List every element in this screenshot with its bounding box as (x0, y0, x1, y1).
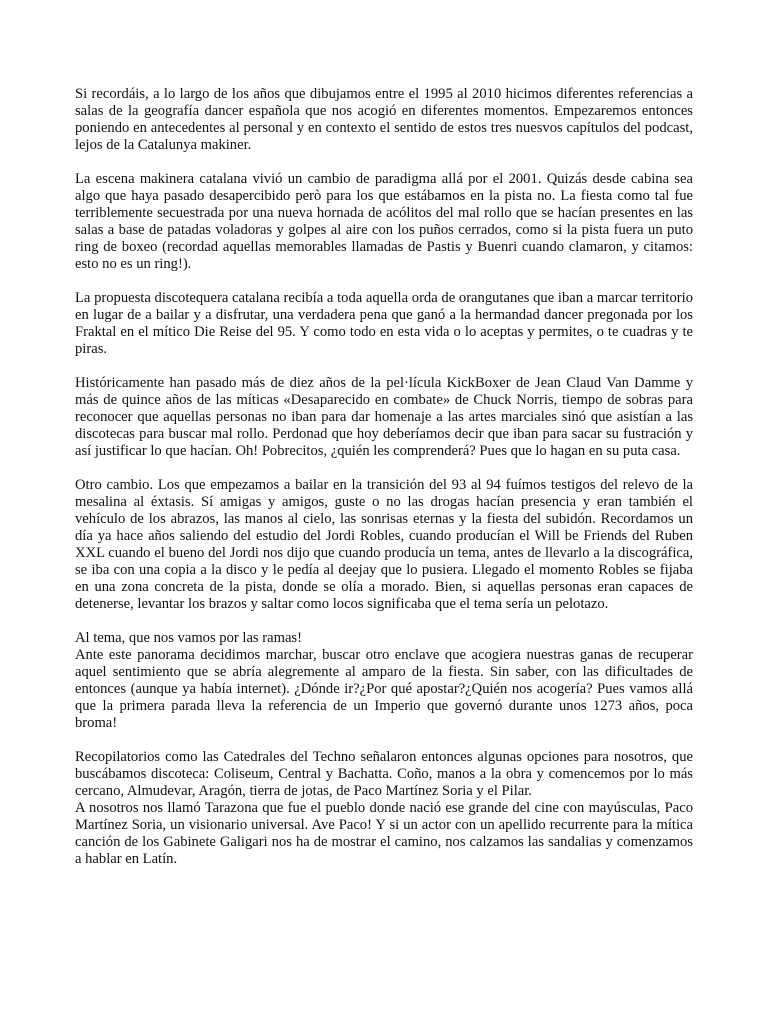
paragraph-intro: Si recordáis, a lo largo de los años que dibujamos entre el 1995 al 2010 hicimos diferentes referencias a salas de la geografía dancer española que nos acogió en diferentes momentos. Empezaremos entonces poniendo en antecedentes al personal y en contexto el sentido de estos tres nuesvos capítulos del podcast, lejos de la Catalunya makiner. (75, 86, 693, 153)
paragraph-otro-cambio: Otro cambio. Los que empezamos a bailar en la transición del 93 al 94 fuímos testigos del relevo de la mesalina al éxtasis. Sí amigas y amigos, guste o no las drogas hacían presencia y eran también el vehículo de los abrazos, las manos al cielo, las sonrisas eternas y la fiesta del subidón. Recordamos un día ya hace años saliendo del estudio del Jordi Robles, cuando producían el Will be Friends del Ruben XXL cuando el bueno del Jordi nos dijo que cuando producía un tema, antes de llevarlo a la discográfica, se iba con una copia a la disco y le pedía al deejay que lo pusiera. Llegado el momento Robles se fijaba en una zona concreta de la pista, donde se olía a morado. Bien, si aquellas personas eran capaces de detenerse, levantar los brazos y saltar como locos significaba que el tema sería un pelotazo. (75, 477, 693, 612)
document-body (75, 86, 693, 885)
paragraph-ante-este-panorama: Ante este panorama decidimos marchar, buscar otro enclave que acogiera nuestras ganas de recuperar aquel sentimiento que se abría alegremente al amparo de la fiesta. Sin saber, con las dificultades de entonces (aunque ya había internet). ¿Dónde ir?¿Por qué apostar?¿Quién nos acogería? Pues vamos allá que la primera parada lleva la referencia de un Imperio que governó durante unos 1273 años, poca broma! (75, 647, 693, 731)
paragraph-propuesta-discotequera: La propuesta discotequera catalana recibía a toda aquella orda de orangutanes que iban a marcar territorio en lugar de a bailar y a disfrutar, una verdadera pena que ganó a la hermandad dancer pregonada por los Fraktal en el mítico Die Reise del 95. Y como todo en esta vida o lo aceptas y permites, o te cuadras y te piras. (75, 290, 693, 357)
paragraph-historicamente: Históricamente han pasado más de diez años de la pel·lícula KickBoxer de Jean Claud Van Damme y más de quince años de las míticas «Desaparecido en combate» de Chuck Norris, tiempo de sobras para reconocer que aquellas personas no iban para dar homenaje a las artes marciales sinó que asistían a las discotecas para buscar mal rollo. Perdonad que hoy deberíamos decir que iban para sacar su fustración y así justificar lo que hacían. Oh! Pobrecitos, ¿quién les comprenderá? Pues que lo hagan en su puta casa. (75, 375, 693, 459)
paragraph-al-tema: Al tema, que nos vamos por las ramas! (75, 630, 302, 646)
paragraph-tarazona: A nosotros nos llamó Tarazona que fue el pueblo donde nació ese grande del cine con mayúsculas, Paco Martínez Soria, un visionario universal. Ave Paco! Y si un actor con un apellido recurrente para la mítica canción de los Gabinete Galigari nos ha de mostrar el camino, nos calzamos las sandalias y comenzamos a hablar en Latín. (75, 800, 693, 867)
paragraph-recopilatorios: Recopilatorios como las Catedrales del Techno señalaron entonces algunas opciones para nosotros, que buscábamos discoteca: Coliseum, Central y Bachatta. Coño, manos a la obra y comencemos por lo más cercano, Almudevar, Aragón, tierra de jotas, de Paco Martínez Soria y el Pilar. (75, 749, 693, 799)
paragraph-escena-makinera: La escena makinera catalana vivió un cambio de paradigma allá por el 2001. Quizás desde cabina sea algo que haya pasado desapercibido però para los que estábamos en la pista no. La fiesta como tal fue terriblemente secuestrada por una nueva hornada de acólitos del mal rollo que se hacían presentes en las salas a base de patadas voladoras y golpes al aire con los puños cerrados, como si la pista fuera un puto ring de boxeo (recordad aquellas memorables llamadas de Pastis y Buenri cuando clamaron, y citamos: esto no es un ring!). (75, 171, 693, 272)
